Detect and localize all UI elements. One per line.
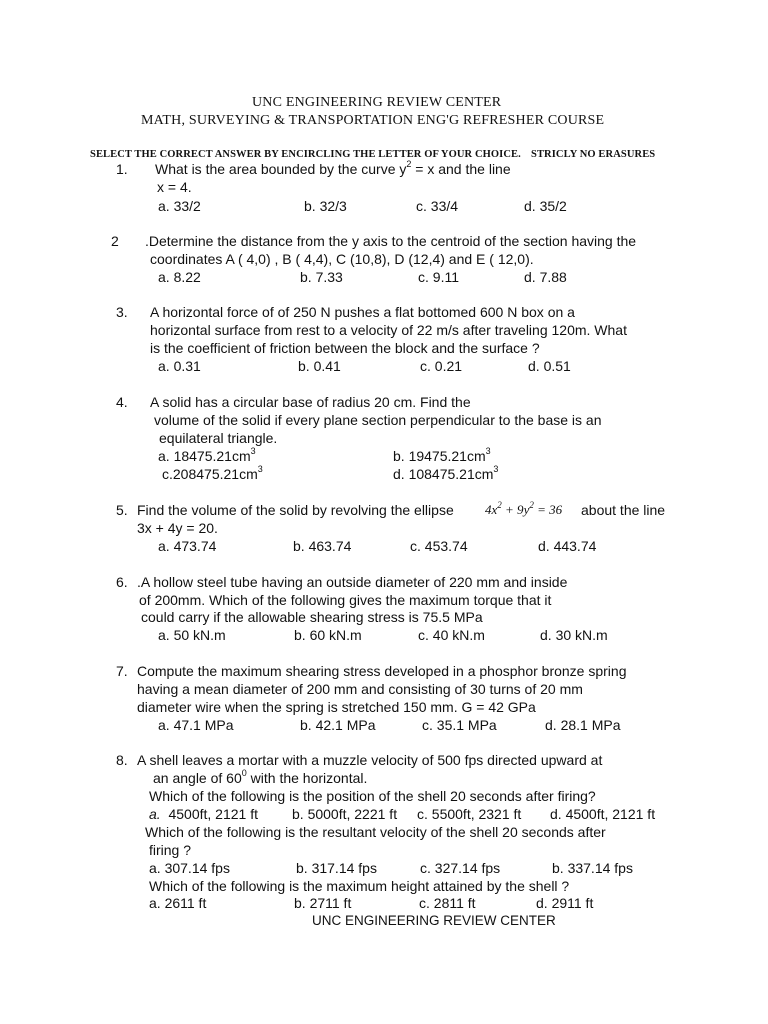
superscript: 2 xyxy=(529,500,534,510)
choice-c[interactable]: c. 40 kN.m xyxy=(418,627,485,643)
question-2-text-line2: coordinates A ( 4,0) , B ( 4,4), C (10,8), D (12,4) and E ( 12,0). xyxy=(150,251,534,267)
choice-a[interactable]: a. 33/2 xyxy=(158,198,201,214)
choice-d[interactable] xyxy=(393,465,498,483)
question-6-text-line3: could carry if the allowable shearing stress is 75.5 MPa xyxy=(141,609,483,625)
choice-b[interactable]: b. 7.33 xyxy=(300,269,343,285)
instructions-no-erasures: STRICLY NO ERASURES xyxy=(531,149,656,160)
superscript: 3 xyxy=(250,446,256,456)
choice-d-label: d. 108475.21cm xyxy=(393,466,494,482)
footer: UNC ENGINEERING REVIEW CENTER xyxy=(312,913,556,928)
instructions: SELECT THE CORRECT ANSWER BY ENCIRCLING THE LETTER OF YOUR CHOICE. xyxy=(90,149,521,160)
question-6-text: .A hollow steel tube having an outside diameter of 220 mm and inside xyxy=(137,574,568,590)
choice-c[interactable]: c. 33/4 xyxy=(416,198,459,214)
choice-c[interactable]: c. 0.21 xyxy=(420,358,463,374)
header-subtitle: MATH, SURVEYING & TRANSPORTATION ENG'G REFRESHER COURSE xyxy=(141,113,605,128)
question-6-text-line2: of 200mm. Which of the following gives the maximum torque that it xyxy=(139,592,552,608)
question-2-text: .Determine the distance from the y axis to the centroid of the section having the xyxy=(145,233,637,249)
question-1-text-pre: What is the area bounded by the curve y xyxy=(155,161,407,177)
choice-c[interactable]: c. 327.14 fps xyxy=(420,860,501,876)
choice-c[interactable]: c. 2811 ft xyxy=(419,895,476,911)
superscript: 3 xyxy=(257,464,263,474)
choice-b[interactable]: b. 2711 ft xyxy=(294,895,352,911)
question-4-text-line2: volume of the solid if every plane section perpendicular to the base is an xyxy=(154,412,602,428)
question-5-text: Find the volume of the solid by revolving the ellipse xyxy=(137,502,454,518)
choice-d[interactable]: d. 0.51 xyxy=(528,358,571,374)
superscript: 2 xyxy=(406,159,412,169)
superscript: 0 xyxy=(241,768,247,778)
header-title: UNC ENGINEERING REVIEW CENTER xyxy=(252,95,502,110)
choice-a[interactable]: a. 0.31 xyxy=(158,358,201,374)
sub-question-2: Which of the following is the resultant velocity of the shell 20 seconds after xyxy=(145,824,606,840)
choice-a-label: a. 18475.21cm xyxy=(158,448,251,464)
choice-a[interactable]: a. 473.74 xyxy=(158,538,217,554)
choice-c[interactable]: c. 5500ft, 2321 ft xyxy=(417,806,522,822)
question-number: 8. xyxy=(116,752,128,768)
question-8-angle-post: with the horizontal. xyxy=(246,770,368,786)
choice-c-label: c.208475.21cm xyxy=(162,466,258,482)
choice-b[interactable]: b. 32/3 xyxy=(304,198,347,214)
question-number: 5. xyxy=(116,502,128,518)
choice-d[interactable]: d. 30 kN.m xyxy=(540,627,608,643)
question-number: 6. xyxy=(116,574,128,590)
eq-y: y xyxy=(523,502,530,517)
question-3-text-line3: is the coefficient of friction between the block and the surface ? xyxy=(150,340,540,356)
choice-d[interactable]: d. 4500ft, 2121 ft xyxy=(550,806,656,822)
question-5-text-post: about the line xyxy=(581,502,666,518)
sub-question-2-line2: firing ? xyxy=(149,842,192,858)
choice-b[interactable] xyxy=(393,447,491,465)
question-8-text: A shell leaves a mortar with a muzzle velocity of 500 fps directed upward at xyxy=(137,752,603,768)
sub-question-1: Which of the following is the position of the shell 20 seconds after firing? xyxy=(149,788,596,804)
question-number: 2 xyxy=(111,233,119,249)
choice-d[interactable]: d. 443.74 xyxy=(538,538,597,554)
question-4-text: A solid has a circular base of radius 20 cm. Find the xyxy=(150,394,471,410)
eq-x: x xyxy=(491,502,498,517)
choice-b[interactable]: b. 42.1 MPa xyxy=(300,717,376,733)
choice-a[interactable]: a. 50 kN.m xyxy=(158,627,226,643)
ellipse-equation xyxy=(485,501,562,519)
choice-a[interactable]: a. 307.14 fps xyxy=(149,860,230,876)
question-7-text: Compute the maximum shearing stress developed in a phosphor bronze spring xyxy=(137,663,627,679)
sub-question-3: Which of the following is the maximum height attained by the shell ? xyxy=(149,878,570,894)
question-1-text xyxy=(155,160,511,178)
choice-b[interactable]: b. 60 kN.m xyxy=(294,627,362,643)
choice-a-label: 4500ft, 2121 ft xyxy=(168,806,258,822)
superscript: 2 xyxy=(497,500,502,510)
superscript: 3 xyxy=(485,446,491,456)
question-7-text-line2: having a mean diameter of 200 mm and consisting of 30 turns of 20 mm xyxy=(137,681,583,697)
choice-b-label: b. 19475.21cm xyxy=(393,448,486,464)
eq-coefficient: 4 xyxy=(485,502,492,517)
choice-c[interactable]: c. 9.11 xyxy=(418,269,459,285)
choice-a[interactable]: a. 2611 ft xyxy=(149,895,207,911)
question-5-text-line2: 3x + 4y = 20. xyxy=(137,520,218,536)
choice-a-letter: a. xyxy=(149,806,161,822)
choice-c[interactable] xyxy=(162,465,263,483)
choice-c[interactable]: c. 35.1 MPa xyxy=(422,717,497,733)
question-7-text-line3: diameter wire when the spring is stretched 150 mm. G = 42 GPa xyxy=(137,699,536,715)
question-number: 3. xyxy=(116,304,128,320)
choice-b[interactable]: b. 5000ft, 2221 ft xyxy=(292,806,398,822)
superscript: 3 xyxy=(493,464,499,474)
choice-d[interactable]: d. 28.1 MPa xyxy=(545,717,621,733)
choice-c[interactable]: c. 453.74 xyxy=(410,538,468,554)
question-number: 7. xyxy=(116,663,128,679)
choice-d[interactable]: d. 35/2 xyxy=(524,198,567,214)
question-number: 4. xyxy=(116,394,128,410)
choice-d[interactable]: b. 337.14 fps xyxy=(552,860,633,876)
choice-b[interactable]: b. 463.74 xyxy=(293,538,352,554)
choice-d[interactable]: d. 7.88 xyxy=(524,269,567,285)
choice-d[interactable]: d. 2911 ft xyxy=(536,895,594,911)
choice-a[interactable]: a. 47.1 MPa xyxy=(158,717,234,733)
choice-a[interactable] xyxy=(149,805,258,823)
choice-b[interactable]: b. 317.14 fps xyxy=(296,860,377,876)
choice-a[interactable] xyxy=(158,447,256,465)
question-4-text-line3: equilateral triangle. xyxy=(159,430,278,446)
question-8-text-line2 xyxy=(153,769,367,787)
question-1-text-line2: x = 4. xyxy=(157,179,192,195)
question-3-text-line2: horizontal surface from rest to a velocity of 22 m/s after traveling 120m. What xyxy=(150,322,627,338)
question-3-text: A horizontal force of of 250 N pushes a flat bottomed 600 N box on a xyxy=(150,304,575,320)
question-8-angle-pre: an angle of 60 xyxy=(153,770,242,786)
question-number: 1. xyxy=(116,161,128,177)
eq-plus: + 9 xyxy=(501,502,524,517)
choice-a[interactable]: a. 8.22 xyxy=(158,269,201,285)
choice-b[interactable]: b. 0.41 xyxy=(298,358,341,374)
eq-rest: = 36 xyxy=(533,502,563,517)
question-1-text-post: = x and the line xyxy=(411,161,511,177)
